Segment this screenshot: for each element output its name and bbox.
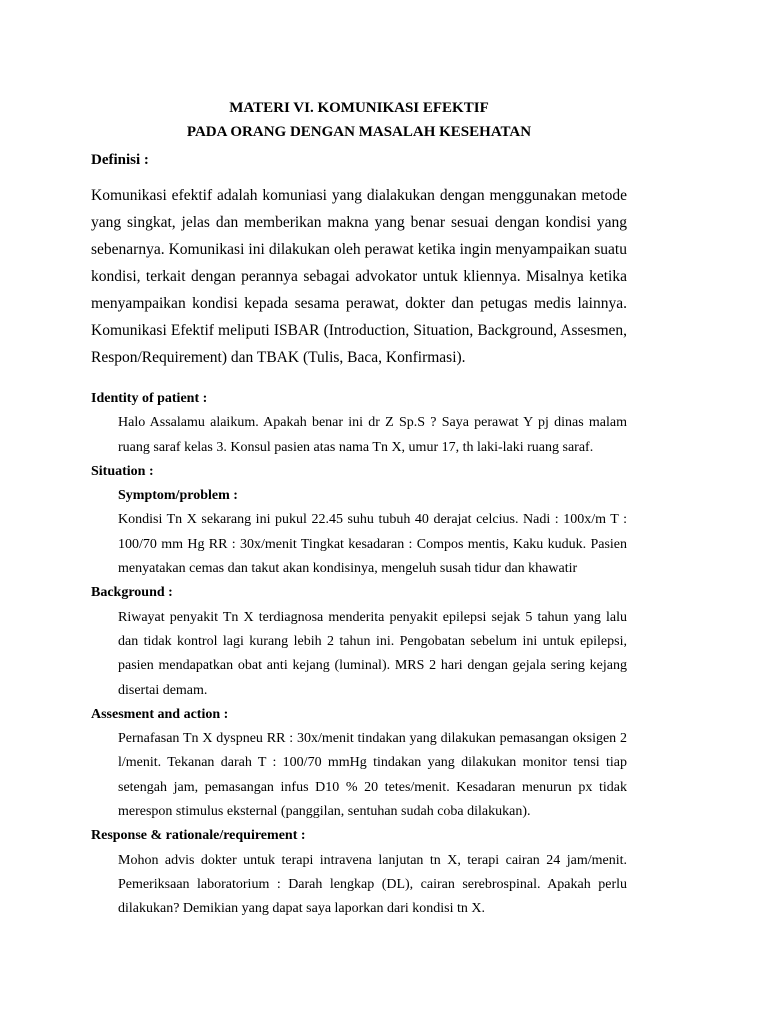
- symptom-problem-heading: Symptom/problem :: [118, 488, 238, 504]
- background-heading: Background :: [91, 585, 173, 601]
- isbar-sections: [91, 387, 627, 922]
- assesment-paragraph: Pernafasan Tn X dyspneu RR : 30x/menit tindakan yang dilakukan pemasangan oksigen 2 l/menit. Tekanan darah T : 100/70 mmHg tindakan yang dilakukan monitor tensi tiap setengah jam, pemasangan infus D10 % 20 tetes/menit. Kesadaran menurun px tidak merespon stimulus eksternal (panggilan, sentuhan sudah coba dilakukan).: [118, 731, 627, 820]
- identity-heading: Identity of patient :: [91, 391, 208, 406]
- assesment-heading: Assesment and action :: [91, 706, 229, 722]
- definisi-heading: Definisi :: [91, 152, 149, 168]
- response-heading: Response & rationale/requirement :: [91, 828, 306, 844]
- response-paragraph: Mohon advis dokter untuk terapi intravena lanjutan tn X, terapi cairan 24 jam/menit. Pemeriksaan laboratorium : Darah lengkap (DL), cairan serebrospinal. Apakah perlu dilakukan? Demikian yang dapat saya laporkan dari kondisi tn X.: [118, 852, 627, 917]
- page-title: [91, 96, 627, 144]
- situation-heading: Situation :: [91, 463, 154, 479]
- title-line-1: MATERI VI. KOMUNIKASI EFEKTIF: [229, 100, 489, 116]
- identity-paragraph: Halo Assalamu alaikum. Apakah benar ini dr Z Sp.S ? Saya perawat Y pj dinas malam ruang saraf kelas 3. Konsul pasien atas nama Tn X, umur 17, th laki-laki ruang saraf.: [118, 415, 627, 455]
- situation-paragraph: Kondisi Tn X sekarang ini pukul 22.45 suhu tubuh 40 derajat celcius. Nadi : 100x/m T : 100/70 mm Hg RR : 30x/menit Tingkat kesadaran : Compos mentis, Kaku kuduk. Pasien menyatakan cemas dan takut akan kondisinya, mengeluh susah tidur dan khawatir: [118, 512, 627, 577]
- background-paragraph: Riwayat penyakit Tn X terdiagnosa menderita penyakit epilepsi sejak 5 tahun yang lalu dan tidak kontrol lagi kurang lebih 2 tahun ini. Pengobatan sebelum ini untuk epilepsi, pasien mendapatkan obat anti kejang (luminal). MRS 2 hari dengan gejala sering kejang disertai demam.: [118, 609, 627, 698]
- definisi-paragraph: Komunikasi efektif adalah komuniasi yang dialakukan dengan menggunakan metode yang singkat, jelas dan memberikan makna yang benar sesuai dengan kondisi yang sebenarnya. Komunikasi ini dilakukan oleh perawat ketika ingin menyampaikan suatu kondisi, terkait dengan perannya sebagai advokator untuk kliennya. Misalnya ketika menyampaikan kondisi kepada sesama perawat, dokter dan petugas medis lainnya. Komunikasi Efektif meliputi ISBAR (Introduction, Situation, Background, Assesmen, Respon/Requirement) dan TBAK (Tulis, Baca, Konfirmasi).: [91, 187, 627, 366]
- title-line-2: PADA ORANG DENGAN MASALAH KESEHATAN: [186, 124, 532, 140]
